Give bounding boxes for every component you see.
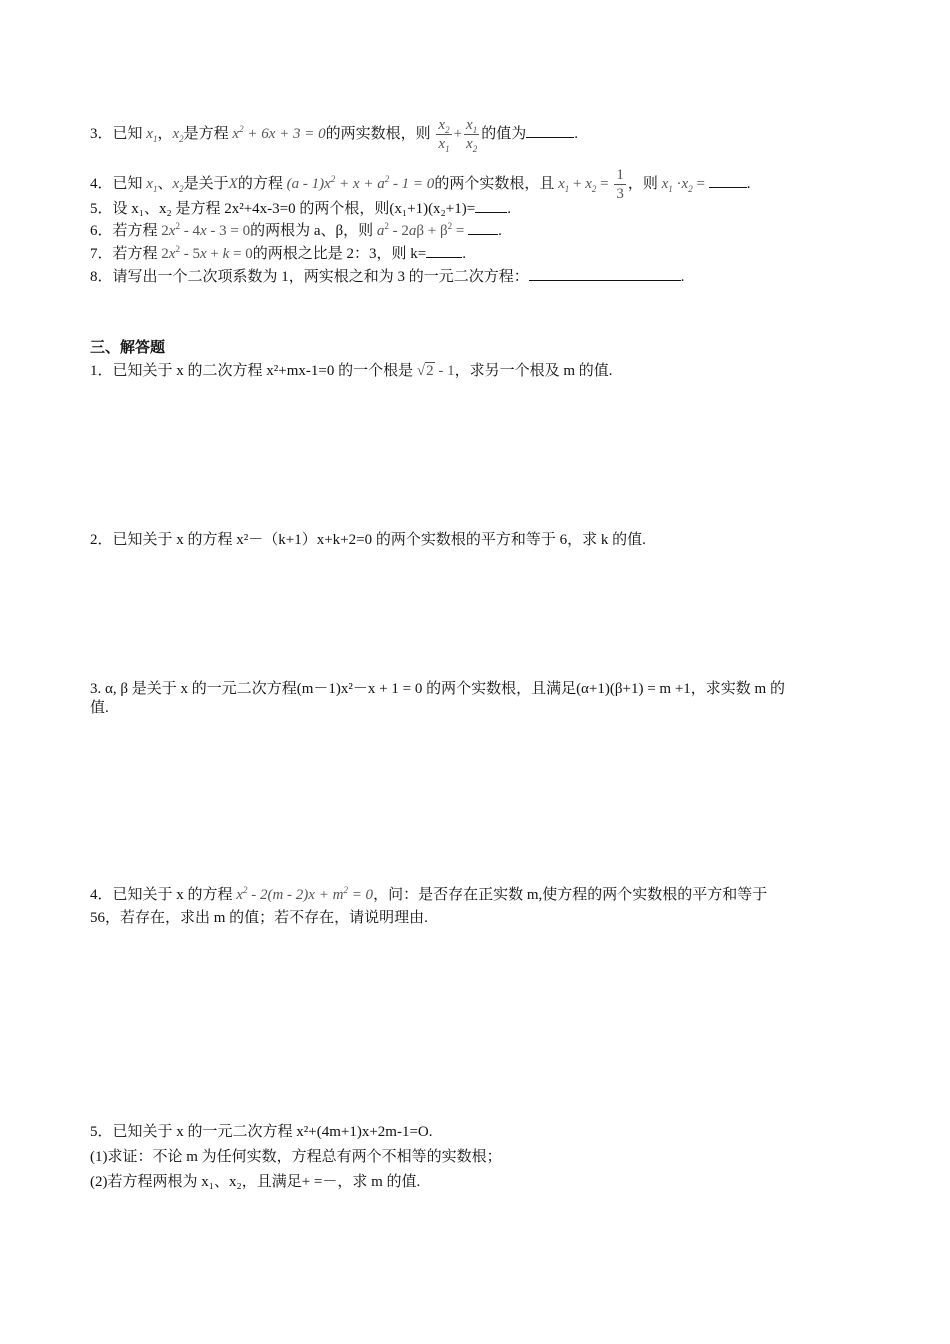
- equation: $2x^2 - 5x + k = 0$: [161, 244, 253, 262]
- question-number: 3．: [90, 125, 113, 142]
- equation: $x^2 + 6x + 3 = 0$: [232, 123, 326, 142]
- solve-question-2: 2．已知关于 x 的方程 x²－（k+1）x+k+2=0 的两个实数根的平方和等于 6，求 k 的值.: [90, 532, 646, 548]
- expression: $a^2 - 2a\beta + \beta^2$ =: [376, 221, 469, 239]
- answer-blank[interactable]: [468, 220, 498, 235]
- fill-question-4: 4．已知 $x_1$、$x_2$是关于X的方程 $(a - 1)x^2 + x + a^2 - 1 = 0$的两个实数根，且 $x_1 + x_2$ = $\frac{1}{3}$ ，则 $x_1 \cdot x_2$ = .: [90, 167, 751, 202]
- answer-blank[interactable]: [529, 266, 681, 281]
- fraction: $\frac{1}{3}$: [616, 167, 624, 202]
- fraction: $\frac{x_2}{x_1}$: [438, 117, 450, 154]
- solve-question-5-line-3: (2)若方程两根为 x₁、x₂，且满足+ =－，求 m 的值.: [90, 1174, 421, 1190]
- equation: $2x^2 - 4x - 3 = 0$: [161, 221, 251, 239]
- solve-question-5-line-2: (1)求证：不论 m 为任何实数，方程总有两个不相等的实数根；: [90, 1149, 502, 1165]
- solve-question-4-line-2: 56，若存在，求出 m 的值；若不存在，请说明理由.: [90, 910, 428, 926]
- answer-blank[interactable]: [709, 173, 747, 188]
- fill-question-5: 5．设 x₁、x₂ 是方程 2x²+4x-3=0 的两个根，则(x₁+1)(x₂+1)= .: [90, 198, 511, 219]
- fill-question-3: 3．已知 $x_1$，$x_2$是方程 $x^2 + 6x + 3 = 0$的两实数根，则 $\frac{x_2}{x_1}$ + $\frac{x_1}{x_2}$ 的值为 .: [90, 117, 578, 154]
- fill-question-8: 8．请写出一个二次项系数为 1，两实根之和为 3 的一元二次方程： .: [90, 266, 685, 287]
- solve-question-3-line-1: 3. α, β 是关于 x 的一元二次方程(m－1)x²－x + 1 = 0 的两个实数根，且满足(α+1)(β+1) = m +1，求实数 m 的: [90, 681, 785, 697]
- solve-question-5-line-1: 5．已知关于 x 的一元二次方程 x²+(4m+1)x+2m-1=O.: [90, 1124, 433, 1140]
- fill-question-6: 6．若方程 $2x^2 - 4x - 3 = 0$的两根为 a、β，则 $a^2 - 2a\beta + \beta^2$ = .: [90, 221, 502, 239]
- solve-question-1: 1．已知关于 x 的二次方程 x²+mx-1=0 的一个根是 √2 - 1，求另一个根及 m 的值.: [90, 363, 613, 379]
- sqrt-expression: √2 - 1: [416, 363, 455, 379]
- section-title: 三、解答题: [90, 340, 166, 356]
- solve-question-3-line-2: 值.: [90, 700, 109, 716]
- answer-blank[interactable]: [526, 123, 574, 138]
- fill-question-7: 7．若方程 $2x^2 - 5x + k = 0$的两根之比是 2：3，则 k= .: [90, 244, 466, 262]
- equation: $(a - 1)x^2 + x + a^2 - 1 = 0$: [286, 173, 435, 192]
- answer-blank[interactable]: [475, 198, 507, 213]
- solve-question-4: 4．已知关于 x 的方程 $x^2 - 2(m - 2)x + m^2 = 0$，问：是否存在正实数 m,使方程的两个实数根的平方和等于: [90, 885, 768, 903]
- equation: $x^2 - 2(m - 2)x + m^2 = 0$: [236, 885, 374, 903]
- answer-blank[interactable]: [426, 243, 462, 258]
- fraction: $\frac{x_1}{x_2}$: [466, 117, 478, 154]
